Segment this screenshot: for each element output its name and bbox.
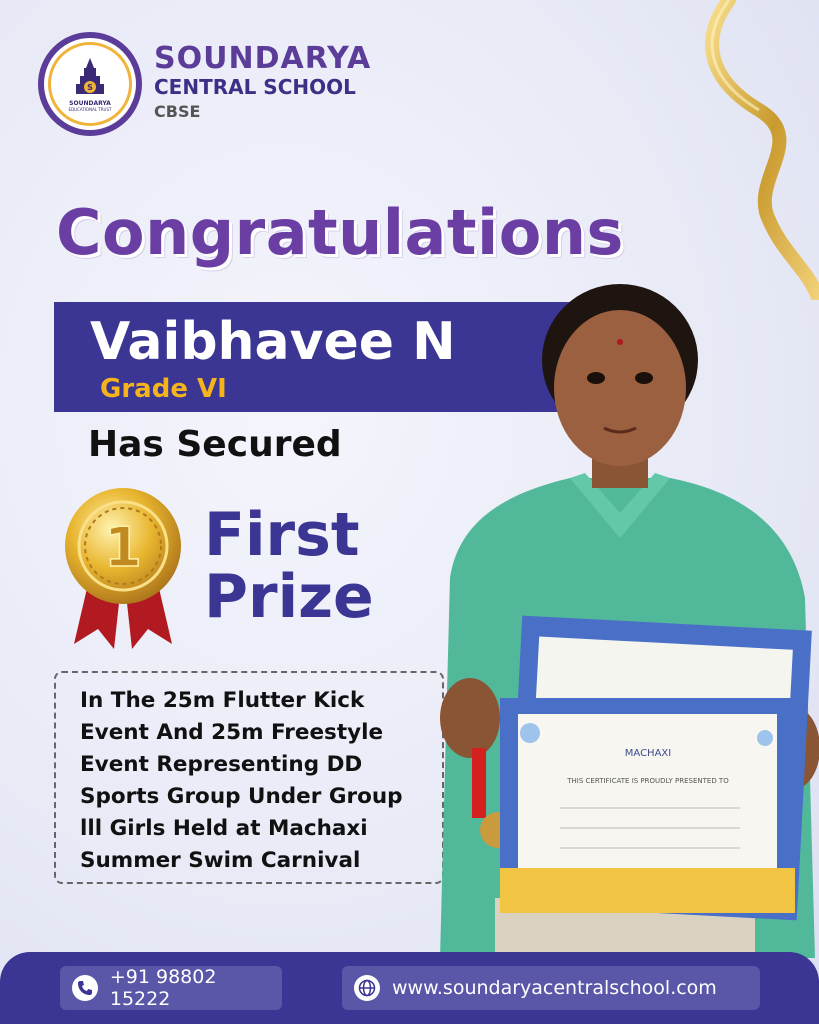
gold-ribbon-decoration <box>689 0 819 300</box>
globe-icon <box>354 975 380 1001</box>
student-name: Vaibhavee N <box>90 312 456 372</box>
medal-number: 1 <box>104 516 142 579</box>
gold-medal-icon <box>58 484 188 654</box>
logo-text: SOUNDARYA <box>69 100 111 107</box>
secured-text: Has Secured <box>88 424 342 465</box>
school-branding <box>38 32 371 136</box>
school-name: SOUNDARYA <box>154 41 372 76</box>
website-link[interactable] <box>342 966 760 1010</box>
congratulations-heading: Congratulations <box>56 196 624 269</box>
contact-footer <box>0 952 819 1024</box>
temple-icon <box>70 56 110 98</box>
event-description: In The 25m Flutter Kick Event And 25m Freestyle Event Representing DD Sports Group Under Group lll Girls Held at Machaxi Summer Swim Carnival <box>80 688 403 873</box>
phone-icon <box>72 975 98 1001</box>
prize-line-1: First <box>204 500 360 570</box>
phone-contact[interactable] <box>60 966 282 1010</box>
student-grade: Grade VI <box>100 374 227 404</box>
event-description-box <box>54 671 444 884</box>
prize-line-2: Prize <box>204 562 374 632</box>
svg-text:S: S <box>87 83 93 92</box>
certificate-presented-text: THIS CERTIFICATE IS PROUDLY PRESENTED TO <box>567 777 729 785</box>
certificate-brand: MACHAXI <box>624 748 672 759</box>
student-photo <box>420 278 819 958</box>
school-subtitle: CENTRAL SCHOOL <box>154 75 356 99</box>
school-board: CBSE <box>154 102 201 121</box>
school-logo <box>38 32 142 136</box>
logo-subtext: EDUCATIONAL TRUST <box>68 107 112 112</box>
phone-number: +91 98802 15222 <box>109 966 217 1010</box>
prize-title <box>204 500 374 632</box>
website-url: www.soundaryacentralschool.com <box>392 977 717 999</box>
